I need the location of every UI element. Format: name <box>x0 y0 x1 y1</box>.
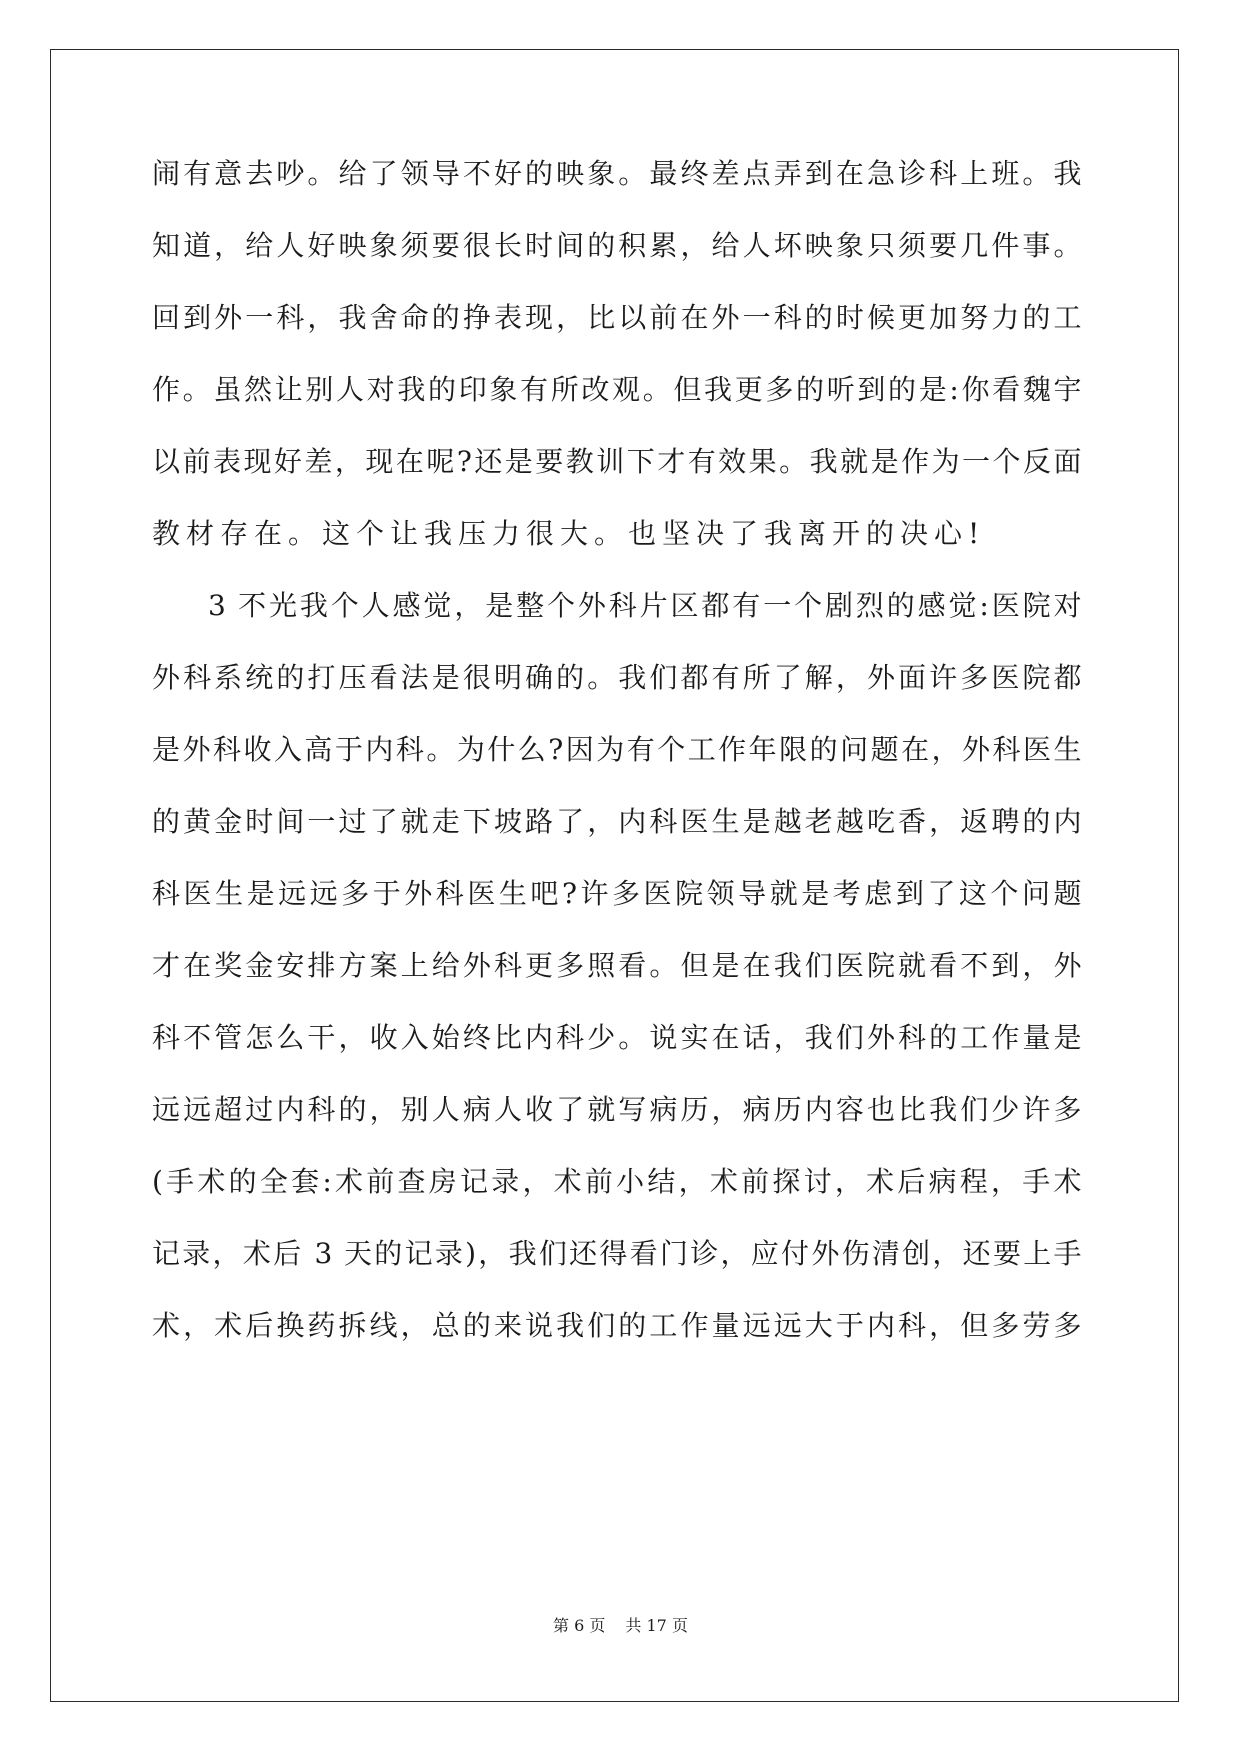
text-line: 才在奖金安排方案上给外科更多照看。但是在我们医院就看不到，外 <box>152 949 1082 982</box>
text-line: 远远超过内科的，别人病人收了就写病历，病历内容也比我们少许多 <box>152 1093 1082 1126</box>
text-line: 科医生是远远多于外科医生吧?许多医院领导就是考虑到了这个问题 <box>152 877 1082 910</box>
text-line: 的黄金时间一过了就走下坡路了，内科医生是越老越吃香，返聘的内 <box>152 805 1082 838</box>
text-line: 知道，给人好映象须要很长时间的积累，给人坏映象只须要几件事。 <box>152 229 1082 262</box>
text-line: 作。虽然让别人对我的印象有所改观。但我更多的听到的是:你看魏宇 <box>152 373 1082 406</box>
page-total: 共 17 页 <box>625 1616 688 1635</box>
text-line: 记录，术后 3 天的记录)，我们还得看门诊，应付外伤清创，还要上手 <box>152 1237 1082 1270</box>
text-line: 科不管怎么干，收入始终比内科少。说实在话，我们外科的工作量是 <box>152 1021 1082 1054</box>
text-line: 外科系统的打压看法是很明确的。我们都有所了解，外面许多医院都 <box>152 661 1082 694</box>
text-line: 以前表现好差，现在呢?还是要教训下才有效果。我就是作为一个反面 <box>152 445 1082 478</box>
text-line: 术，术后换药拆线，总的来说我们的工作量远远大于内科，但多劳多 <box>152 1309 1082 1342</box>
text-line: 教材存在。这个让我压力很大。也坚决了我离开的决心! <box>152 517 986 550</box>
text-line: (手术的全套:术前查房记录，术前小结，术前探讨，术后病程，手术 <box>152 1165 1082 1198</box>
page-footer <box>0 1613 1241 1636</box>
page-number: 第 6 页 <box>553 1616 606 1635</box>
text-line: 回到外一科，我舍命的挣表现，比以前在外一科的时候更加努力的工 <box>152 301 1082 334</box>
text-line: 闹有意去吵。给了领导不好的映象。最终差点弄到在急诊科上班。我 <box>152 157 1082 190</box>
text-line: 是外科收入高于内科。为什么?因为有个工作年限的问题在，外科医生 <box>152 733 1082 766</box>
document-body <box>152 157 1082 1384</box>
text-line: 3 不光我个人感觉，是整个外科片区都有一个剧烈的感觉:医院对 <box>208 589 1082 622</box>
